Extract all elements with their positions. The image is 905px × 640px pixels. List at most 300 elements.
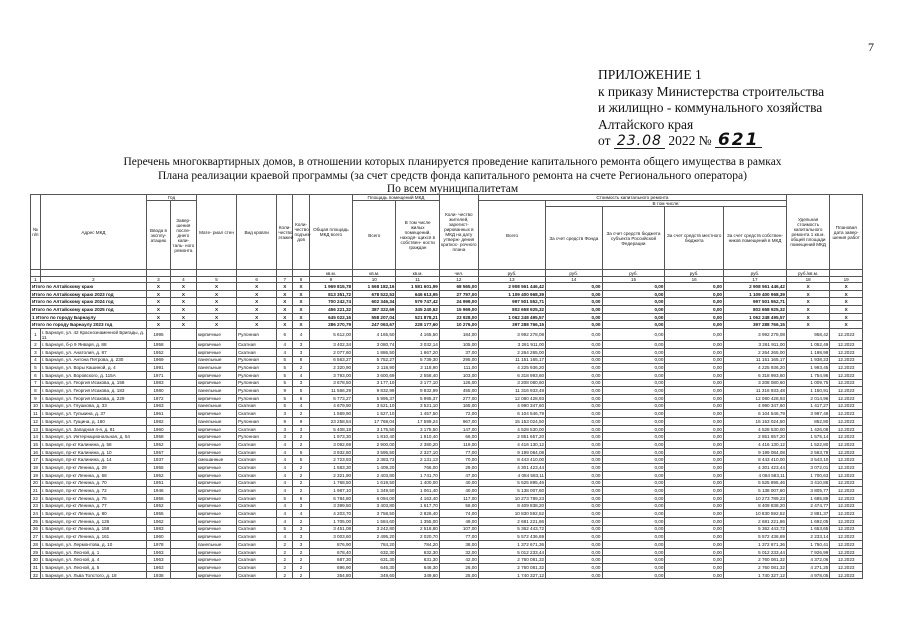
table-cell: X [786, 298, 829, 306]
table-cell: г. Барнаул, ул. Льва Толстого, д. 18 [40, 571, 146, 579]
table-cell: 12.2023 [830, 487, 863, 495]
table-cell: г. Барнаул, ул. Антона Петрова, д. 230 [40, 356, 146, 364]
table-cell [170, 456, 196, 464]
table-cell: 345 240,62 [396, 306, 439, 314]
col-header: За счет средств собствен- ников помещений в МКД [723, 207, 786, 270]
table-cell: X [196, 290, 236, 298]
table-cell: 32 [31, 571, 41, 579]
table-cell: 15 [31, 441, 41, 449]
table-cell: 0,00 [602, 425, 665, 433]
col-header: Всего [353, 201, 396, 270]
table-cell: 852,80 [786, 418, 829, 426]
table-cell: 3 [293, 348, 309, 356]
table-cell: г. Барнаул, ул. Воровского, д. 115А [40, 371, 146, 379]
table-cell: 3 805,77 [786, 487, 829, 495]
col-header: Коли- чество этажей [277, 195, 293, 270]
table-cell: 632,30 [353, 548, 396, 556]
table-cell: 5 612,00 [309, 329, 352, 341]
table-cell: Скатная [237, 341, 277, 349]
col-header: Всего [478, 201, 545, 270]
table-cell: 0,00 [602, 348, 665, 356]
table-cell: 12.2023 [830, 502, 863, 510]
table-cell: 0,00 [546, 456, 602, 464]
table-cell: г. Барнаул, пр-кт Ленина, д. 77 [40, 502, 146, 510]
table-cell: 1958 [147, 433, 171, 441]
table-cell: г. Барнаул, б-р 9 Января, д. 88 [40, 341, 146, 349]
table-cell: 1955 [147, 464, 171, 472]
table-cell: 1 581 601,99 [396, 283, 439, 291]
table-cell: 0,00 [665, 283, 724, 291]
table-cell: панельные [196, 387, 236, 395]
table-cell: 2 [277, 556, 293, 564]
table-cell: 1 372 671,36 [478, 541, 545, 549]
column-number-cell: 15 [602, 277, 665, 283]
table-cell: 1 522,80 [786, 441, 829, 449]
table-cell: 0,00 [546, 433, 602, 441]
table-cell: 0,00 [665, 371, 724, 379]
table-cell: 1 372 671,36 [723, 541, 786, 549]
table-cell: 12.2023 [830, 387, 863, 395]
table-cell: 11 566,29 [309, 387, 352, 395]
table-cell: 5 [277, 394, 293, 402]
table-cell: 0,00 [546, 425, 602, 433]
table-cell: 1972 [147, 394, 171, 402]
table-cell: панельные [196, 402, 236, 410]
table-cell: 1 061,40 [396, 487, 439, 495]
table-cell: 0,00 [665, 441, 724, 449]
table-cell: 77,00 [439, 448, 478, 456]
table-cell: 9 [277, 387, 293, 395]
table-cell: 2 760 081,32 [723, 556, 786, 564]
table-cell: 2 118,90 [396, 364, 439, 372]
table-cell: 12.2023 [830, 379, 863, 387]
summary-row [31, 313, 863, 321]
table-cell [170, 348, 196, 356]
appendix-line: Алтайского края [598, 116, 694, 132]
table-cell: 3 [293, 502, 309, 510]
table-cell: X [147, 290, 171, 298]
table-cell: X [147, 283, 171, 291]
col-header: За счет средств Фонда [546, 207, 602, 270]
table-cell: 1 349,50 [353, 487, 396, 495]
table-cell: 5 [293, 456, 309, 464]
table-cell: 456 221,32 [309, 306, 352, 314]
table-row [31, 371, 863, 379]
table-cell: 5 525 895,46 [723, 479, 786, 487]
table-cell: 0,00 [602, 433, 665, 441]
table-cell: X [196, 283, 236, 291]
table-cell: 103,00 [439, 371, 478, 379]
table-cell: 0,00 [665, 410, 724, 418]
table-cell: 66,00 [439, 433, 478, 441]
table-cell: Рулонная [237, 371, 277, 379]
table-cell: 1 355,00 [396, 517, 439, 525]
table-cell: 286 270,79 [309, 321, 352, 329]
table-row [31, 464, 863, 472]
table-cell: 3 595,50 [353, 448, 396, 456]
table-cell: 4 528 530,00 [478, 425, 545, 433]
appendix-title: ПРИЛОЖЕНИЕ 1 [598, 67, 702, 82]
table-cell: 1951 [147, 479, 171, 487]
table-cell: 0,00 [546, 510, 602, 518]
table-cell: 12.2023 [830, 329, 863, 341]
table-cell: Скатная [237, 471, 277, 479]
table-cell: 117,00 [439, 494, 478, 502]
table-cell: 1 886,50 [353, 348, 396, 356]
table-cell: 1 417,27 [786, 402, 829, 410]
unit-cell: кв.м. [396, 270, 439, 277]
table-cell: 5 [293, 448, 309, 456]
table-cell: 1 198,98 [786, 348, 829, 356]
table-cell: 5 [277, 371, 293, 379]
table-cell: 1952 [147, 471, 171, 479]
table-cell: 2 020,70 [396, 533, 439, 541]
table-cell: 27 [31, 533, 41, 541]
table-cell: Скатная [237, 510, 277, 518]
table-cell: 12.2023 [830, 564, 863, 572]
table-cell: 0,00 [665, 313, 724, 321]
table-cell [170, 502, 196, 510]
table-cell: 0,00 [546, 402, 602, 410]
table-cell: X [293, 306, 309, 314]
summary-row [31, 306, 863, 314]
table-cell: 4 203,70 [309, 510, 352, 518]
table-cell: 8 [31, 387, 41, 395]
table-cell: 0,00 [546, 556, 602, 564]
table-cell: 4 416 130,12 [723, 441, 786, 449]
title-subline: По всем муниципалитетам [386, 183, 519, 196]
table-cell: 3 [293, 533, 309, 541]
table-cell: Скатная [237, 548, 277, 556]
table-cell: 0,00 [665, 471, 724, 479]
table-cell: Рулонная [237, 394, 277, 402]
table-cell: 0,00 [546, 517, 602, 525]
table-cell: 784,20 [396, 541, 439, 549]
table-cell: 0,00 [665, 487, 724, 495]
table-cell: X [786, 321, 829, 329]
table-cell: 3 451,08 [309, 525, 352, 533]
table-cell: 3 600,69 [353, 371, 396, 379]
table-cell: 1937 [147, 456, 171, 464]
table-cell: кирпичные [196, 494, 236, 502]
table-cell: 4 [293, 510, 309, 518]
table-cell: 4 [31, 356, 41, 364]
table-cell: 349,60 [396, 571, 439, 579]
table-cell: X [147, 306, 171, 314]
table-cell: 3 521,10 [353, 402, 396, 410]
table-cell: 1963 [147, 548, 171, 556]
table-cell: 2 474,77 [786, 502, 829, 510]
table-cell: Рулонная [237, 418, 277, 426]
table-cell: 17 [31, 456, 41, 464]
table-cell: 1 109 400 968,39 [478, 290, 545, 298]
table-cell: 3 [293, 525, 309, 533]
table-cell: г. Барнаул, ул. Западная 4-я, д. 81 [40, 425, 146, 433]
table-cell: 2 908 561 446,42 [723, 283, 786, 291]
table-cell: 0,00 [602, 487, 665, 495]
table-cell: 9 [277, 418, 293, 426]
table-cell [170, 341, 196, 349]
units-row [31, 270, 863, 277]
table-cell: 0,00 [665, 394, 724, 402]
table-cell: Скатная [237, 487, 277, 495]
table-cell: г. Барнаул, пр-кт Ленина, д. 80 [40, 510, 146, 518]
table-cell: 0,00 [665, 464, 724, 472]
table-cell: 4 [277, 464, 293, 472]
table-cell: 56,00 [439, 502, 478, 510]
table-cell: 958,42 [786, 329, 829, 341]
table-cell: 4 [277, 341, 293, 349]
table-cell: Скатная [237, 571, 277, 579]
table-cell: 646,30 [353, 564, 396, 572]
table-cell [170, 541, 196, 549]
table-cell: Скатная [237, 502, 277, 510]
table-cell: 0,00 [546, 356, 602, 364]
table-cell: 0,00 [665, 298, 724, 306]
table-cell: 0,00 [665, 433, 724, 441]
table-cell: 0,00 [546, 441, 602, 449]
table-cell: 0,00 [546, 290, 602, 298]
table-cell: 0,00 [602, 517, 665, 525]
table-cell: 6 784,80 [309, 494, 352, 502]
table-cell: 1 740 327,12 [723, 571, 786, 579]
table-cell: 2 495,20 [353, 533, 396, 541]
order-date-handwritten: 23.08 [614, 134, 665, 149]
table-row [31, 479, 863, 487]
table-row [31, 502, 863, 510]
unit-cell [293, 270, 309, 277]
table-cell: 1952 [147, 502, 171, 510]
table-cell: 2 908 561 446,42 [478, 283, 545, 291]
table-cell: 1969 [147, 356, 171, 364]
table-row [31, 348, 863, 356]
table-cell: 802 658 925,32 [478, 306, 545, 314]
table-cell: 165,00 [439, 402, 478, 410]
table-cell: 5 572 436,69 [478, 533, 545, 541]
table-cell: 5 362 443,72 [478, 525, 545, 533]
table-row [31, 517, 863, 525]
table-cell: 0,00 [546, 571, 602, 579]
table-cell: 2 900,00 [353, 441, 396, 449]
table-cell: 0,00 [665, 571, 724, 579]
unit-cell [830, 270, 863, 277]
table-cell: 12.2023 [830, 341, 863, 349]
table-cell: 1963 [147, 564, 171, 572]
table-row [31, 525, 863, 533]
table-cell: 3 [293, 541, 309, 549]
table-cell: 5 138 007,60 [478, 487, 545, 495]
table-cell: 5 525 895,46 [478, 479, 545, 487]
table-cell: 2 [293, 410, 309, 418]
table-cell: 105,00 [439, 341, 478, 349]
table-cell: 12 [31, 418, 41, 426]
table-cell: 11 151 165,17 [723, 356, 786, 364]
unit-cell [170, 270, 196, 277]
table-cell: 1 668 182,16 [353, 283, 396, 291]
table-cell: 12.2023 [830, 402, 863, 410]
table-cell: 12.2023 [830, 394, 863, 402]
table-cell: 119,00 [439, 441, 478, 449]
table-cell: X [237, 313, 277, 321]
table-cell: X [170, 290, 196, 298]
table-cell: 10 830 592,52 [478, 510, 545, 518]
table-cell: 8 443 410,00 [723, 456, 786, 464]
table-cell: 2 [277, 541, 293, 549]
table-cell: 2 [293, 556, 309, 564]
column-number-cell: 5 [196, 277, 236, 283]
table-cell: X [237, 321, 277, 329]
table-cell: Итого по Алтайскому краю [31, 283, 147, 291]
appendix-block [598, 67, 888, 150]
table-cell: 0,00 [665, 502, 724, 510]
table-cell: 12.2023 [830, 418, 863, 426]
table-cell: 1 575,14 [786, 433, 829, 441]
table-cell: 12.2023 [830, 348, 863, 356]
table-cell: Скатная [237, 541, 277, 549]
table-cell: 5 012 233,44 [478, 548, 545, 556]
table-cell: 4 [277, 510, 293, 518]
table-cell: 0,00 [665, 306, 724, 314]
table-cell: 31 [31, 564, 41, 572]
table-cell: 2 380,20 [396, 441, 439, 449]
table-cell: 5 362 443,72 [723, 525, 786, 533]
table-row [31, 456, 863, 464]
table-cell: панельные [196, 418, 236, 426]
table-cell: 3 261 911,00 [478, 341, 545, 349]
table-cell: 12.2023 [830, 471, 863, 479]
table-row [31, 487, 863, 495]
table-cell: 5 [277, 356, 293, 364]
table-cell: 0,00 [665, 533, 724, 541]
table-cell: 0,00 [665, 494, 724, 502]
table-cell [170, 494, 196, 502]
table-cell: г. Барнаул, пр-кт Ленина, д. 75 [40, 494, 146, 502]
table-cell: 2 [293, 464, 309, 472]
table-cell: 228 177,60 [396, 321, 439, 329]
table-cell [170, 487, 196, 495]
table-cell: 3 [293, 341, 309, 349]
table-cell: 1 062 248 495,57 [723, 313, 786, 321]
table-cell: г. Барнаул, ул. Георгия Исакова, д. 158 [40, 379, 146, 387]
table-cell: 3 992 278,08 [723, 329, 786, 341]
table-cell: г. Барнаул, пр-кт Калинина, д. 10 [40, 448, 146, 456]
table-cell: 74,00 [439, 510, 478, 518]
table-row [31, 418, 863, 426]
table-cell: 0,00 [546, 341, 602, 349]
table-cell: 0,00 [602, 387, 665, 395]
table-cell: 5 [31, 364, 41, 372]
unit-cell: кв.м. [353, 270, 396, 277]
table-cell: 0,00 [546, 313, 602, 321]
table-cell: 9 832,99 [353, 387, 396, 395]
table-cell: 0,00 [546, 525, 602, 533]
table-cell: 0,00 [602, 479, 665, 487]
table-cell: 0,00 [602, 548, 665, 556]
table-cell: 3 092,69 [309, 441, 352, 449]
table-cell: 6 318 993,60 [478, 371, 545, 379]
table-cell: X [293, 321, 309, 329]
table-cell: 10 [31, 402, 41, 410]
table-cell: г. Барнаул, ул. Георгия Исакова, д. 229 [40, 394, 146, 402]
table-cell: 6 [277, 329, 293, 341]
table-cell: 6 104 546,79 [478, 410, 545, 418]
table-cell: 0,00 [665, 541, 724, 549]
table-cell: X [277, 321, 293, 329]
table-cell: Итого по Алтайскому краю 2023 год [31, 290, 147, 298]
table-cell: X [293, 290, 309, 298]
table-cell: 3 403,80 [353, 502, 396, 510]
table-cell: 15 969,00 [439, 306, 478, 314]
table-cell: 631,30 [396, 556, 439, 564]
table-cell: 455,00 [439, 387, 478, 395]
table-cell: 0,00 [546, 364, 602, 372]
table-cell: кирпичные [196, 329, 236, 341]
table-cell: 4 084 583,11 [723, 471, 786, 479]
table-cell: Скатная [237, 533, 277, 541]
table-cell: 2 [277, 564, 293, 572]
table-cell: 0,00 [602, 541, 665, 549]
col-header: Ввода в эксплу- атацию [147, 201, 171, 270]
table-cell [170, 387, 196, 395]
table-cell: 1 052,49 [786, 341, 829, 349]
table-cell: 1958 [147, 341, 171, 349]
table-cell: 1991 [147, 364, 171, 372]
group-header-area: Площадь помещений МКД [353, 195, 440, 201]
table-cell: кирпичные [196, 479, 236, 487]
table-cell: кирпичные [196, 379, 236, 387]
table-cell: 2 558,40 [396, 371, 439, 379]
table-cell: 1956 [147, 494, 171, 502]
table-cell: 1 Итого по городу Барнаулу [31, 313, 147, 321]
table-cell: 0,00 [665, 556, 724, 564]
table-cell: X [237, 290, 277, 298]
table-cell [170, 356, 196, 364]
table-cell [170, 329, 196, 341]
table-cell: 1938 [147, 571, 171, 579]
column-number-cell: 18 [786, 277, 829, 283]
table-cell: кирпичные [196, 517, 236, 525]
column-number-cell: 13 [478, 277, 545, 283]
table-cell [170, 564, 196, 572]
table-cell: 0,00 [665, 510, 724, 518]
table-cell: 1 993,45 [786, 364, 829, 372]
table-cell [170, 418, 196, 426]
table-cell: 5 012 233,44 [723, 548, 786, 556]
table-cell: 5 [277, 364, 293, 372]
table-cell: 4 301 423,44 [478, 464, 545, 472]
table-cell: 5 [293, 387, 309, 395]
table-cell: 6 773,27 [309, 394, 352, 402]
table-cell: 4 528 530,00 [723, 425, 786, 433]
table-cell: 18 [31, 464, 41, 472]
table-cell [170, 425, 196, 433]
table-cell: 32,00 [439, 548, 478, 556]
table-cell: 29,00 [439, 464, 478, 472]
table-cell: 0,00 [602, 418, 665, 426]
table-cell: 12.2023 [830, 410, 863, 418]
table-cell: 0,00 [602, 448, 665, 456]
table-cell: 2 826,40 [396, 510, 439, 518]
table-cell: 2 233,14 [786, 533, 829, 541]
order-number-handwritten: 621 [715, 133, 763, 148]
table-cell: 2 014,96 [786, 394, 829, 402]
table-cell: кирпичные [196, 510, 236, 518]
table-cell: 2 851 657,20 [478, 433, 545, 441]
table-cell: 0,00 [602, 313, 665, 321]
table-cell: 387 322,69 [353, 306, 396, 314]
table-cell: г. Барнаул, пр-кт Ленина, д. 126 [40, 517, 146, 525]
table-cell: 12.2023 [830, 494, 863, 502]
